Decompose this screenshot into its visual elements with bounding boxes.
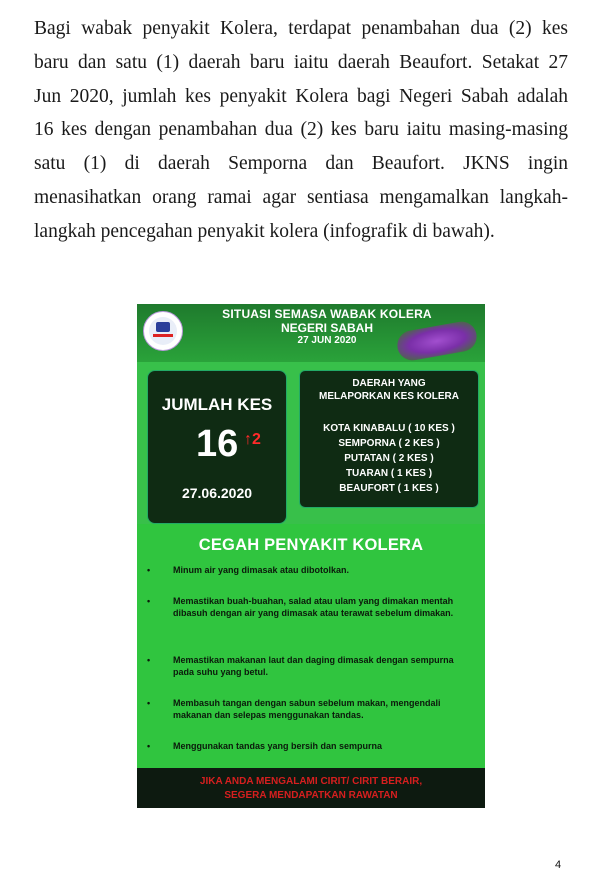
district-item: TUARAN ( 1 KES )	[345, 468, 433, 479]
district-item: SEMPORNA ( 2 KES )	[338, 438, 440, 449]
health-department-logo-icon	[143, 311, 183, 351]
infographic-date: 27 JUN 2020	[297, 335, 357, 346]
total-cases-box	[147, 370, 287, 524]
paragraph-line: langkah pencegahan penyakit kolera (infografik di bawah).	[34, 220, 495, 242]
infographic-title: SITUASI SEMASA WABAK KOLERA	[222, 307, 432, 321]
total-cases-value: 16	[196, 423, 239, 465]
warning-text: JIKA ANDA MENGALAMI CIRIT/ CIRIT BERAIR,	[199, 776, 423, 787]
total-cases-date: 27.06.2020	[181, 485, 253, 501]
bullet-icon: •	[147, 655, 151, 665]
paragraph-line: satu (1) di daerah Semporna dan Beaufort. JKNS ingin	[34, 153, 568, 175]
prevention-text: Memastikan makanan laut dan daging dimasak dengan sempurna pada suhu yang betul.	[173, 655, 454, 677]
districts-box	[299, 370, 479, 508]
prevention-text: Minum air yang dimasak atau dibotolkan.	[173, 565, 350, 575]
prevention-text: Menggunakan tandas yang bersih dan sempurna	[173, 741, 383, 751]
warning-text: SEGERA MENDAPATKAN RAWATAN	[224, 790, 398, 801]
bullet-icon: •	[147, 596, 151, 606]
districts-heading: MELAPORKAN KES KOLERA	[318, 391, 459, 402]
case-increase: ↑2	[244, 431, 261, 448]
bullet-icon: •	[147, 698, 151, 708]
prevention-text: Memastikan buah-buahan, salad atau ulam yang dimakan mentah dibasuh dengan air yang dimasak atau terawat sebelum dimakan.	[173, 596, 454, 618]
warning-banner	[137, 768, 485, 808]
district-item: PUTATAN ( 2 KES )	[344, 453, 434, 464]
bullet-icon: •	[147, 565, 151, 575]
prevention-title: CEGAH PENYAKIT KOLERA	[198, 536, 424, 554]
prevention-section	[137, 524, 485, 808]
paragraph-line: Jun 2020, jumlah kes penyakit Kolera bagi Negeri Sabah adalah	[34, 85, 568, 107]
districts-heading: DAERAH YANG	[352, 378, 426, 389]
paragraph-line: baru dan satu (1) daerah baru iaitu daerah Beaufort. Setakat 27	[34, 51, 568, 73]
paragraph-line: Bagi wabak penyakit Kolera, terdapat penambahan dua (2) kes	[34, 18, 568, 39]
district-item: BEAUFORT ( 1 KES )	[339, 483, 439, 494]
paragraph-line: menasihatkan orang ramai agar sentiasa mengamalkan langkah-	[34, 186, 568, 208]
prevention-text: Membasuh tangan dengan sabun sebelum makan, mengendali makanan dan selepas menggunakan tandas.	[173, 698, 441, 720]
paragraph-line: 16 kes dengan penambahan dua (2) kes baru iaitu masing-masing	[34, 119, 568, 141]
total-cases-label: JUMLAH KES	[161, 395, 273, 414]
case-summary	[137, 362, 485, 524]
infographic-header	[137, 304, 485, 362]
body-paragraph	[34, 12, 568, 249]
cholera-infographic	[137, 304, 485, 808]
district-item: KOTA KINABALU ( 10 KES )	[323, 423, 455, 434]
page-number: 4	[555, 859, 562, 871]
infographic-subtitle: NEGERI SABAH	[280, 321, 373, 335]
bullet-icon: •	[147, 741, 151, 751]
